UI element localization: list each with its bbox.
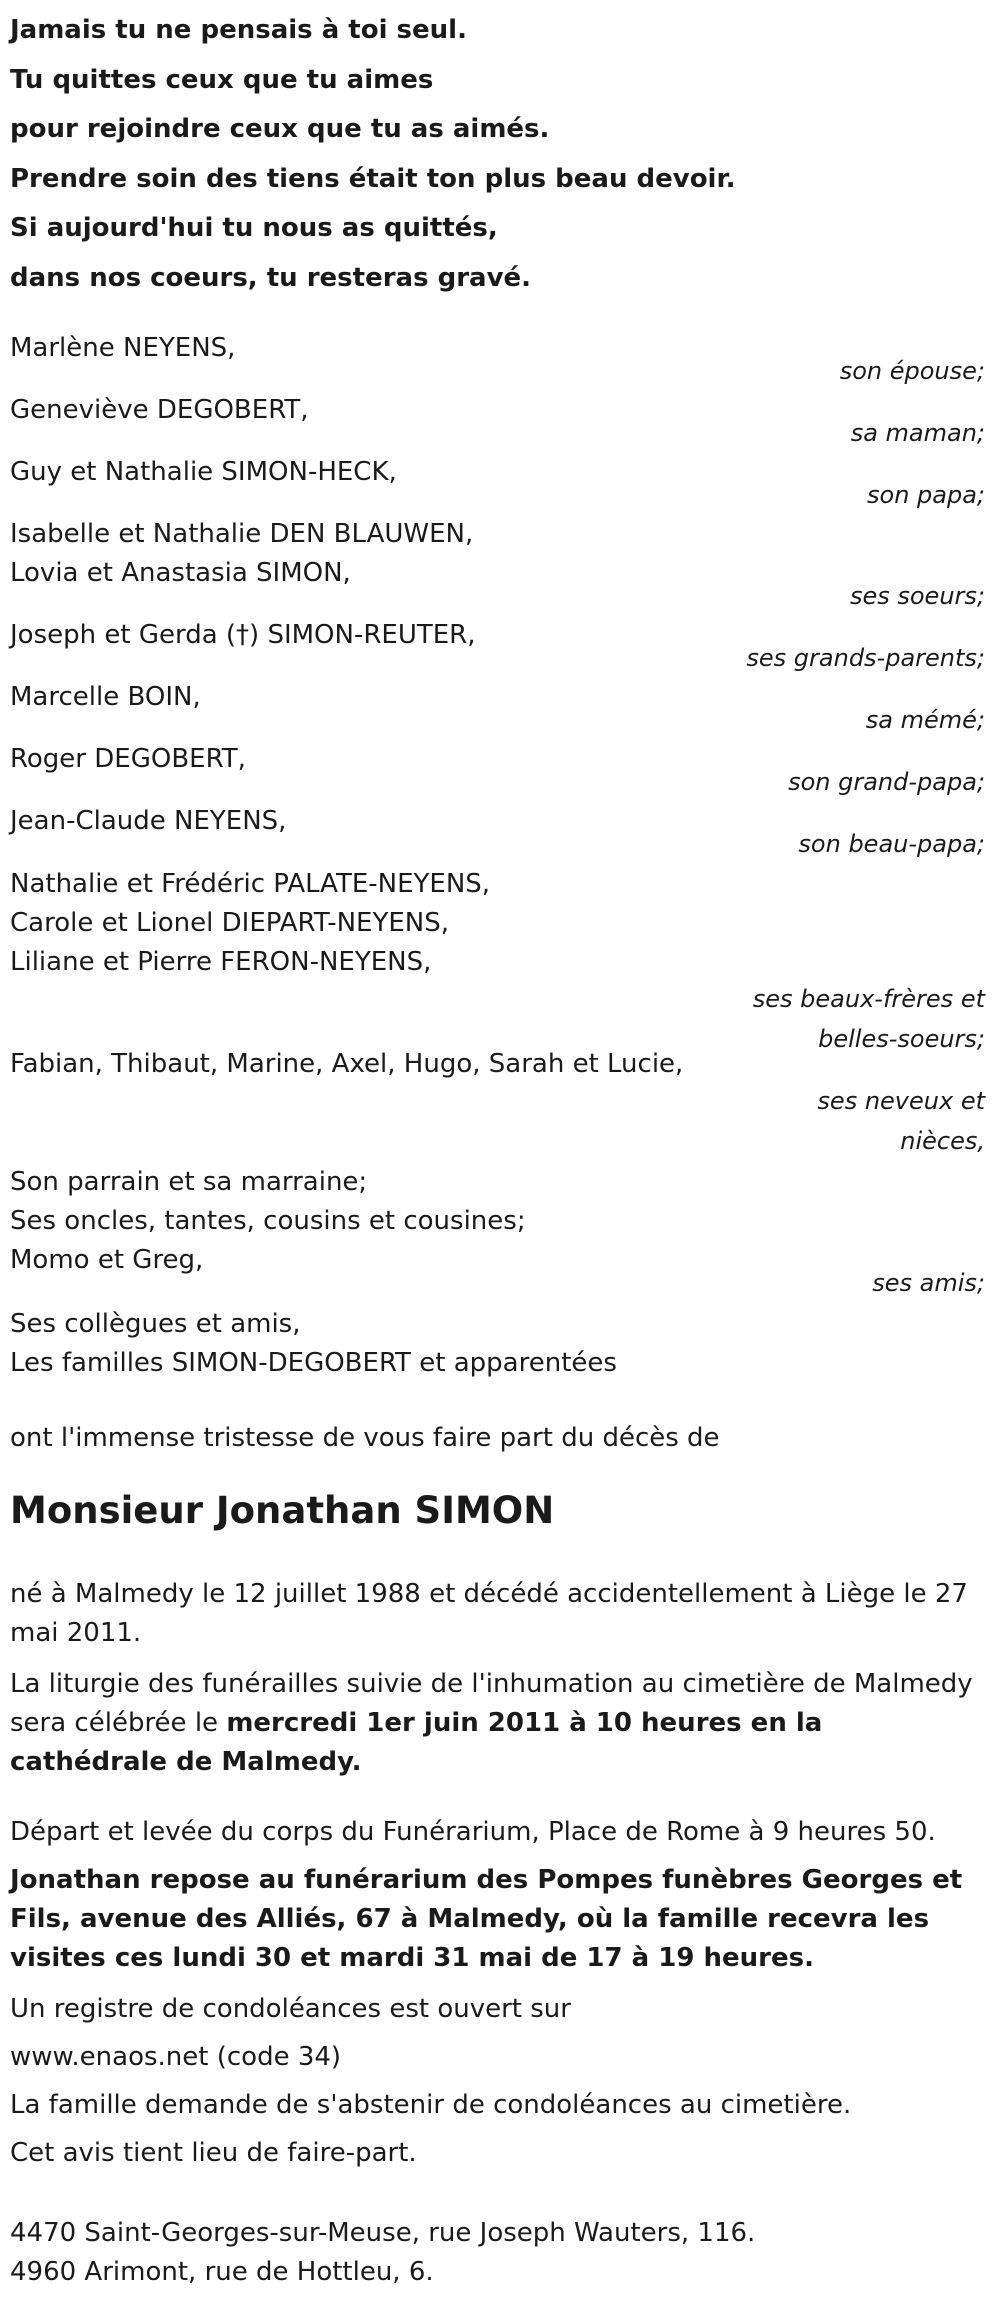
address-line: 4470 Saint-Georges-sur-Meuse, rue Joseph Wauters, 116. [10, 2218, 756, 2248]
family-names: Geneviève DEGOBERT, [10, 395, 309, 425]
departure: Départ et levée du corps du Funérarium, Place de Rome à 9 heures 50. [10, 1817, 936, 1847]
family-relation: belles-soeurs; [818, 1025, 985, 1053]
announcement: ont l'immense tristesse de vous faire part du décès de [10, 1423, 720, 1453]
family-names: Ses oncles, tantes, cousins et cousines; [10, 1206, 526, 1236]
poem-line: Jamais tu ne pensais à toi seul. [10, 15, 467, 45]
family-names: Guy et Nathalie SIMON-HECK, [10, 457, 397, 487]
family-relation: son papa; [867, 481, 985, 509]
family-relation: son épouse; [839, 357, 985, 385]
family-relation: son beau-papa; [798, 830, 985, 858]
family-entry [10, 391, 985, 453]
notice: Cet avis tient lieu de faire-part. [10, 2138, 417, 2168]
family-names: Isabelle et Nathalie DEN BLAUWEN, [10, 519, 474, 549]
visit-info: Jonathan repose au funérarium des Pompes funèbres Georges et Fils, avenue des Alliés, 67 à Malmedy, où la famille recevra les visites ces lundi 30 et mardi 31 mai de 17 à 19 heures. [10, 1865, 963, 1973]
family-entry [10, 329, 985, 391]
family-names: Lovia et Anastasia SIMON, [10, 558, 351, 588]
family-entry [10, 865, 985, 1059]
family-names: Jean-Claude NEYENS, [10, 806, 287, 836]
family-names: Fabian, Thibaut, Marine, Axel, Hugo, Sarah et Lucie, [10, 1049, 684, 1079]
family-entry [10, 1163, 985, 1303]
family-names: Les familles SIMON-DEGOBERT et apparentées [10, 1348, 617, 1378]
family-names: Ses collègues et amis, [10, 1309, 301, 1339]
family-relation: son grand-papa; [788, 768, 985, 796]
poem-line: pour rejoindre ceux que tu as aimés. [10, 114, 550, 144]
poem-line: Prendre soin des tiens était ton plus beau devoir. [10, 163, 736, 194]
family-names: Liliane et Pierre FERON-NEYENS, [10, 947, 432, 977]
poem-line: Tu quittes ceux que tu aimes [10, 64, 434, 95]
family-relation: ses beaux-frères et [752, 985, 985, 1013]
liturgy-date-place: mercredi 1er juin 2011 à 10 heures en la cathédrale de Malmedy. [10, 1708, 823, 1777]
family-entry [10, 616, 985, 678]
family-entry [10, 1045, 985, 1161]
family-entry [10, 453, 985, 515]
condolence-request: La famille demande de s'abstenir de condoléances au cimetière. [10, 2090, 852, 2120]
family-entry [10, 802, 985, 864]
family-relation: sa mémé; [865, 706, 985, 734]
liturgy-paragraph [10, 1665, 985, 1782]
family-names: Marlène NEYENS, [10, 333, 236, 363]
liturgy-text: La liturgie des funérailles suivie de l'inhumation au cimetière de Malmedy sera célébrée le [10, 1669, 973, 1738]
family-names: Marcelle BOIN, [10, 682, 201, 712]
family-relation: nièces, [900, 1127, 985, 1155]
poem [10, 6, 970, 303]
family-entry [10, 678, 985, 740]
deceased-name: Monsieur Jonathan SIMON [10, 1489, 555, 1532]
family-names: Carole et Lionel DIEPART-NEYENS, [10, 908, 450, 938]
family-names: Nathalie et Frédéric PALATE-NEYENS, [10, 869, 491, 899]
family-relation: ses neveux et [817, 1087, 985, 1115]
family-relation: ses amis; [872, 1269, 985, 1297]
family-entry [10, 515, 985, 616]
family-names: Joseph et Gerda (†) SIMON-REUTER, [10, 620, 476, 650]
address-line: 4960 Arimont, rue de Hottleu, 6. [10, 2257, 434, 2287]
birth-death: né à Malmedy le 12 juillet 1988 et décédé accidentellement à Liège le 27 mai 2011. [10, 1579, 968, 1648]
registry-line: Un registre de condoléances est ouvert sur [10, 1994, 571, 2024]
family-relation: ses grands-parents; [746, 644, 985, 672]
family-entry [10, 1305, 985, 1383]
family-names: Momo et Greg, [10, 1245, 204, 1275]
poem-line: dans nos coeurs, tu resteras gravé. [10, 262, 532, 293]
poem-line: Si aujourd'hui tu nous as quittés, [10, 213, 498, 243]
family-relation: ses soeurs; [849, 582, 985, 610]
family-names: Roger DEGOBERT, [10, 744, 246, 774]
family-relation: sa maman; [850, 419, 985, 447]
family-entry [10, 740, 985, 802]
registry-website: www.enaos.net (code 34) [10, 2042, 342, 2072]
family-names: Son parrain et sa marraine; [10, 1167, 368, 1197]
